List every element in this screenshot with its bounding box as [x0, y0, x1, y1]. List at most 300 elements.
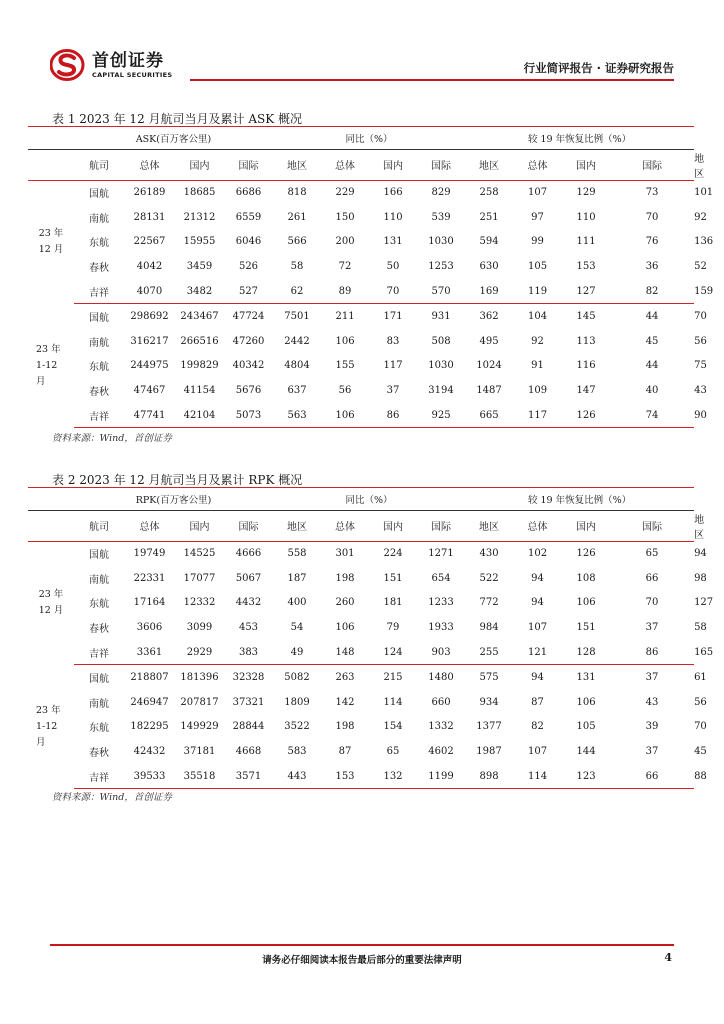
table-cell: 5073: [224, 403, 273, 428]
table-cell: 17164: [133, 597, 166, 609]
table-cell: 117: [383, 360, 403, 372]
table-cell: 594: [479, 236, 499, 248]
table-cell: 4432: [235, 597, 262, 609]
table-cell: 126: [576, 548, 596, 560]
column-header: 国内: [383, 522, 403, 534]
column-header: 总体: [335, 522, 355, 534]
header-divider: [190, 79, 674, 81]
logo-english-name: CAPITAL SECURITIES: [92, 71, 173, 79]
table-cell: 32328: [232, 672, 265, 684]
table-cell: 151: [383, 572, 403, 584]
column-header: 国内: [383, 161, 404, 173]
table-cell: 35518: [175, 764, 224, 789]
table-cell: 224: [383, 548, 403, 560]
table-row: 南航 246947 207817 37321 1809 142 114 660 934 87 106 43 56: [28, 690, 694, 715]
table-cell: 2442: [284, 335, 310, 347]
table-cell: 211: [335, 311, 355, 323]
table-cell: 4042: [136, 261, 163, 273]
period-month: 1-12: [36, 359, 58, 371]
table-cell: 131: [576, 672, 596, 684]
group-header: 较 19 年恢复比例（%）: [465, 488, 694, 511]
table-cell: 39: [645, 721, 659, 733]
table1-title: 表 1 2023 年 12 月航司当月及累计 ASK 概况: [52, 112, 302, 126]
table-cell: 44: [645, 311, 659, 323]
table-cell: 66: [645, 572, 659, 584]
table-cell: 1332: [428, 721, 454, 733]
table-cell: 563: [273, 403, 321, 428]
table-cell: 6559: [235, 211, 262, 223]
column-header: 总体: [527, 161, 548, 173]
rpk-table: [28, 487, 714, 789]
table-cell: 1987: [476, 746, 502, 758]
table-cell: 148: [321, 640, 369, 665]
table-cell: 94: [531, 597, 544, 609]
table-cell: 116: [576, 360, 596, 372]
table-cell: 73: [645, 187, 659, 199]
table-cell: 654: [431, 572, 451, 584]
table-cell: 128: [562, 640, 610, 665]
table-row: 23 年 1-12 月 国航 218807 181396 32328 5082 263 215 1480 575 94 131 37 61: [28, 665, 694, 690]
table-cell: 4804: [284, 360, 310, 372]
table-cell: 1809: [284, 696, 310, 708]
table-cell: 660: [431, 696, 451, 708]
table-row: 23 年 1-12 月 国航 298692 243467 47724 7501 211 171 931 362 104 145 44 70: [28, 304, 694, 329]
table-cell: 527: [224, 279, 273, 304]
table-cell: 200: [335, 236, 355, 248]
table-cell: 508: [431, 335, 451, 347]
column-header: 总体: [139, 522, 160, 534]
table-row: 春秋 4042 3459 526 58 72 50 1253 630 105 153 36 52: [28, 254, 694, 279]
table-cell: 70: [645, 597, 659, 609]
table-cell: 117: [513, 403, 562, 428]
table-cell: 99: [531, 236, 544, 248]
group-header: 同比（%）: [273, 127, 465, 150]
table-cell: 42432: [133, 746, 166, 758]
page-number: 4: [664, 951, 672, 964]
table-cell: 114: [513, 764, 562, 789]
table-cell: 772: [479, 597, 499, 609]
table-cell: 145: [576, 311, 596, 323]
table-cell: 266516: [180, 335, 219, 347]
table-cell: 261: [287, 211, 307, 223]
period-month: 1-12: [36, 720, 58, 732]
column-header: 国际: [431, 522, 452, 534]
table-cell: 155: [335, 360, 355, 372]
table-cell: 106: [576, 696, 596, 708]
table-cell: 70: [369, 279, 417, 304]
page-header: [50, 48, 674, 82]
ask-table: [28, 126, 714, 428]
table2-title: 表 2 2023 年 12 月航司当月及累计 RPK 概况: [52, 473, 303, 487]
table-cell: 107: [527, 622, 548, 634]
table-cell: 72: [338, 261, 352, 273]
table-row: 23 年 12 月 国航 26189 18685 6686 818 229 166 829 258 107 129 73 101: [28, 180, 694, 205]
column-header-row: 航司 总体 国内 国际 地区 总体 国内 国际 地区 总体 国内 国际 地区: [28, 150, 694, 181]
table-cell: 171: [383, 311, 403, 323]
airline-name: 春秋: [89, 748, 109, 760]
column-header: 国际: [642, 522, 663, 534]
table-cell: 126: [562, 403, 610, 428]
table-cell: 258: [479, 187, 499, 199]
table-cell: 110: [576, 211, 596, 223]
table-cell: 129: [576, 187, 596, 199]
table-cell: 3459: [186, 261, 213, 273]
table-cell: 630: [479, 261, 499, 273]
table-row: 东航 182295 149929 28844 3522 198 154 1332 1377 82 105 39 70: [28, 715, 694, 740]
period-label: [28, 665, 74, 789]
column-header: 国内: [189, 161, 210, 173]
table-cell: 87: [338, 746, 352, 758]
airline-name: 南航: [89, 213, 109, 225]
table-cell: 1933: [428, 622, 454, 634]
table-cell: 5067: [235, 572, 262, 584]
table-cell: 105: [576, 721, 596, 733]
table-cell: 106: [335, 335, 355, 347]
table-cell: 37181: [183, 746, 216, 758]
table-cell: 144: [576, 746, 596, 758]
logo-emblem-icon: [50, 48, 86, 82]
table-cell: 453: [238, 622, 259, 634]
table1-source: 资料来源：Wind，首创证券: [52, 433, 172, 444]
table-cell: 82: [531, 721, 544, 733]
table-cell: 62: [273, 279, 321, 304]
column-header: 国内: [576, 522, 597, 534]
table-cell: 7501: [284, 311, 310, 323]
table-row: 吉祥 4070 3482 527 62 89 70 570 169 119 127 82 159: [28, 279, 694, 304]
group-header: 同比（%）: [273, 488, 465, 511]
table-cell: 1253: [428, 261, 454, 273]
table-cell: 187: [287, 572, 307, 584]
table-cell: 102: [527, 548, 548, 560]
table-cell: 41154: [183, 385, 216, 397]
table-cell: 558: [287, 548, 307, 560]
table-cell: 106: [576, 597, 596, 609]
table-cell: 1030: [428, 360, 454, 372]
table-cell: 97: [531, 211, 544, 223]
table-cell: 22331: [133, 572, 166, 584]
table-cell: 114: [383, 696, 403, 708]
period-label: [28, 541, 74, 665]
table-cell: 3194: [428, 385, 454, 397]
airline-name: 东航: [89, 599, 109, 611]
table-cell: 934: [479, 696, 499, 708]
table-row: 吉祥 3361 2929 383 49 148 124 903 255 121 128 86 165: [28, 640, 694, 665]
header-spacer: [28, 150, 74, 181]
table-cell: 218807: [130, 672, 169, 684]
period-suffix: 月: [36, 736, 46, 748]
header-spacer: [28, 127, 74, 150]
table-cell: 54: [290, 622, 304, 634]
table-cell: 570: [417, 279, 465, 304]
table-cell: 44: [645, 360, 659, 372]
table-cell: 583: [287, 746, 307, 758]
table-cell: 66: [610, 764, 694, 789]
table-cell: 74: [610, 403, 694, 428]
table-cell: 111: [576, 236, 596, 248]
table-cell: 123: [562, 764, 610, 789]
table-cell: 566: [287, 236, 307, 248]
table-cell: 76: [645, 236, 659, 248]
column-header: 国内: [189, 522, 210, 534]
table-cell: 142: [335, 696, 355, 708]
period-year: 23 年: [36, 343, 61, 355]
table-cell: 47260: [232, 335, 265, 347]
table-cell: 56: [338, 385, 352, 397]
table-cell: 45: [645, 335, 659, 347]
table-cell: 12332: [183, 597, 216, 609]
table-row: 东航 244975 199829 40342 4804 155 117 1030 1024 91 116 44 75: [28, 354, 694, 379]
airline-name: 东航: [89, 723, 109, 735]
airline-name: 国航: [89, 674, 109, 686]
table-cell: 113: [576, 335, 596, 347]
table-cell: 132: [369, 764, 417, 789]
table-cell: 1487: [476, 385, 502, 397]
table-cell: 104: [528, 311, 548, 323]
table-row: 春秋 3606 3099 453 54 106 79 1933 984 107 151 37 58: [28, 615, 694, 640]
table-cell: 105: [528, 261, 548, 273]
period-year: 23 年: [36, 704, 61, 716]
table-cell: 121: [513, 640, 562, 665]
table-cell: 37: [645, 672, 659, 684]
table-cell: 903: [417, 640, 465, 665]
airline-name: 春秋: [89, 263, 109, 275]
airline-name: 吉祥: [74, 764, 124, 789]
table-cell: 316217: [130, 335, 169, 347]
group-header: RPK(百万客公里): [74, 488, 273, 511]
table-cell: 931: [431, 311, 451, 323]
table-cell: 131: [383, 236, 403, 248]
table-cell: 522: [479, 572, 499, 584]
table-cell: 36: [645, 261, 659, 273]
table-cell: 83: [386, 335, 400, 347]
table-cell: 5676: [235, 385, 262, 397]
table-cell: 362: [479, 311, 499, 323]
column-header: 国内: [576, 161, 597, 173]
table-cell: 263: [335, 672, 355, 684]
table-cell: 229: [335, 187, 355, 199]
table-cell: 47724: [232, 311, 265, 323]
table-cell: 109: [528, 385, 548, 397]
airline-name: 吉祥: [74, 403, 124, 428]
table-cell: 198: [335, 572, 355, 584]
column-header: 地区: [479, 161, 500, 173]
table-cell: 1271: [428, 548, 454, 560]
table-row: 春秋 42432 37181 4668 583 87 65 4602 1987 107 144 37 45: [28, 739, 694, 764]
table-cell: 89: [321, 279, 369, 304]
table-cell: 94: [531, 672, 544, 684]
logo-chinese-name: 首创证券: [92, 51, 164, 71]
airline-name: 国航: [89, 189, 109, 201]
column-header: 总体: [335, 161, 356, 173]
table-cell: 50: [386, 261, 400, 273]
group-header: 较 19 年恢复比例（%）: [465, 127, 694, 150]
column-header: 航司: [89, 161, 109, 173]
table-cell: 400: [287, 597, 307, 609]
airline-name: 南航: [89, 574, 109, 586]
table-row: 东航 17164 12332 4432 400 260 181 1233 772 94 106 70 127: [28, 591, 694, 616]
table-cell: 43: [645, 696, 659, 708]
table-cell: 182295: [130, 721, 169, 733]
column-header: 地区: [479, 522, 500, 534]
table-cell: 898: [465, 764, 513, 789]
table-cell: 153: [576, 261, 596, 273]
table-cell: 255: [465, 640, 513, 665]
table-cell: 106: [321, 403, 369, 428]
table-cell: 154: [383, 721, 403, 733]
table-cell: 6046: [235, 236, 262, 248]
table-cell: 21312: [183, 211, 216, 223]
table-cell: 1377: [476, 721, 502, 733]
table-cell: 37321: [232, 696, 265, 708]
table-cell: 42104: [175, 403, 224, 428]
table-cell: 301: [335, 548, 355, 560]
table-cell: 169: [465, 279, 513, 304]
column-header: 国际: [431, 161, 452, 173]
table-cell: 198: [335, 721, 355, 733]
legal-notice: 请务必仔细阅读本报告最后部分的重要法律声明: [262, 955, 462, 966]
group-header-row: [28, 488, 694, 511]
table-cell: 26189: [133, 187, 166, 199]
report-type-label: 行业简评报告 · 证券研究报告: [523, 61, 674, 75]
table-cell: 92: [531, 335, 544, 347]
table-cell: 539: [431, 211, 451, 223]
table-cell: 151: [576, 622, 596, 634]
table-cell: 925: [417, 403, 465, 428]
column-header: 总体: [139, 161, 160, 173]
table-cell: 298692: [130, 311, 169, 323]
column-header: 国际: [238, 161, 259, 173]
table-cell: 15955: [183, 236, 216, 248]
table-cell: 3099: [186, 622, 213, 634]
table-cell: 3482: [175, 279, 224, 304]
airline-name: 吉祥: [74, 640, 124, 665]
table-row: 春秋 47467 41154 5676 637 56 37 3194 1487 109 147 40 43: [28, 378, 694, 403]
table-cell: 260: [335, 597, 355, 609]
table-cell: 1024: [476, 360, 502, 372]
table-cell: 28844: [232, 721, 265, 733]
group-header: ASK(百万客公里): [74, 127, 273, 150]
period-label: [28, 180, 74, 304]
column-header: 国际: [238, 522, 259, 534]
period-label: [28, 304, 74, 428]
table-cell: 22567: [133, 236, 166, 248]
table-cell: 110: [383, 211, 403, 223]
table-cell: 153: [321, 764, 369, 789]
table-cell: 82: [610, 279, 694, 304]
table-cell: 6686: [235, 187, 262, 199]
table-cell: 526: [238, 261, 259, 273]
table-cell: 106: [335, 622, 355, 634]
table-cell: 207817: [180, 696, 219, 708]
table-cell: 65: [645, 548, 659, 560]
table-cell: 94: [531, 572, 544, 584]
table-cell: 1480: [428, 672, 454, 684]
airline-name: 春秋: [89, 624, 109, 636]
table-cell: 4602: [428, 746, 454, 758]
table-cell: 181: [383, 597, 403, 609]
table-cell: 19749: [133, 548, 166, 560]
table-cell: 1030: [428, 236, 454, 248]
table-cell: 49: [273, 640, 321, 665]
table-row: 吉祥 39533 35518 3571 443 153 132 1199 898 114 123 66 88: [28, 764, 694, 789]
table-cell: 14525: [183, 548, 216, 560]
table-cell: 108: [576, 572, 596, 584]
airline-name: 南航: [89, 698, 109, 710]
table-cell: 4070: [124, 279, 175, 304]
airline-name: 东航: [89, 362, 109, 374]
column-header-row: 航司 总体 国内 国际 地区 总体 国内 国际 地区 总体 国内 国际 地区: [28, 511, 694, 542]
table-cell: 244975: [130, 360, 169, 372]
table-cell: 86: [610, 640, 694, 665]
table-row: 东航 22567 15955 6046 566 200 131 1030 594 99 111 76 136: [28, 230, 694, 255]
table-cell: 3606: [136, 622, 163, 634]
airline-name: 国航: [89, 313, 109, 325]
table-cell: 28131: [133, 211, 166, 223]
group-header-row: [28, 127, 694, 150]
table-cell: 3361: [124, 640, 175, 665]
table-cell: 246947: [130, 696, 169, 708]
airline-name: 春秋: [89, 387, 109, 399]
table-cell: 637: [287, 385, 307, 397]
table-row: 吉祥 47741 42104 5073 563 106 86 925 665 117 126 74 90: [28, 403, 694, 428]
airline-name: 吉祥: [74, 279, 124, 304]
table-cell: 40: [645, 385, 659, 397]
table-cell: 1233: [428, 597, 454, 609]
table-cell: 443: [273, 764, 321, 789]
table-cell: 984: [479, 622, 499, 634]
table-cell: 829: [431, 187, 451, 199]
table-cell: 58: [290, 261, 304, 273]
footer-divider: [50, 944, 674, 946]
table-cell: 17077: [183, 572, 216, 584]
column-header: 国际: [642, 161, 663, 173]
table-cell: 4668: [235, 746, 262, 758]
header-spacer: [28, 488, 74, 511]
table-cell: 2929: [175, 640, 224, 665]
period-year: 23 年: [38, 589, 64, 601]
table-cell: 39533: [124, 764, 175, 789]
table-cell: 86: [369, 403, 417, 428]
table-cell: 575: [479, 672, 499, 684]
table-cell: 1199: [417, 764, 465, 789]
table-cell: 47467: [133, 385, 166, 397]
table-row: 23 年 12 月 国航 19749 14525 4666 558 301 224 1271 430 102 126 65 94: [28, 541, 694, 566]
airline-name: 东航: [89, 238, 109, 250]
airline-name: 南航: [89, 337, 109, 349]
table-cell: 149929: [180, 721, 219, 733]
table-cell: 166: [383, 187, 403, 199]
period-month: 12 月: [38, 244, 64, 256]
column-header: 总体: [527, 522, 548, 534]
company-logo: [50, 48, 172, 82]
table-row: 南航 28131 21312 6559 261 150 110 539 251 97 110 70 92: [28, 205, 694, 230]
table-cell: 199829: [180, 360, 219, 372]
airline-name: 国航: [89, 550, 109, 562]
table-cell: 107: [527, 746, 548, 758]
table-cell: 147: [576, 385, 596, 397]
table-cell: 47741: [124, 403, 175, 428]
table2-source: 资料来源：Wind，首创证券: [52, 792, 172, 803]
table-cell: 3571: [224, 764, 273, 789]
table-cell: 215: [383, 672, 403, 684]
table-cell: 40342: [232, 360, 265, 372]
table-cell: 18685: [183, 187, 216, 199]
table-cell: 495: [479, 335, 499, 347]
table-cell: 430: [479, 548, 499, 560]
column-header: 地区: [287, 161, 308, 173]
column-header: 航司: [89, 522, 109, 534]
table-cell: 243467: [180, 311, 219, 323]
